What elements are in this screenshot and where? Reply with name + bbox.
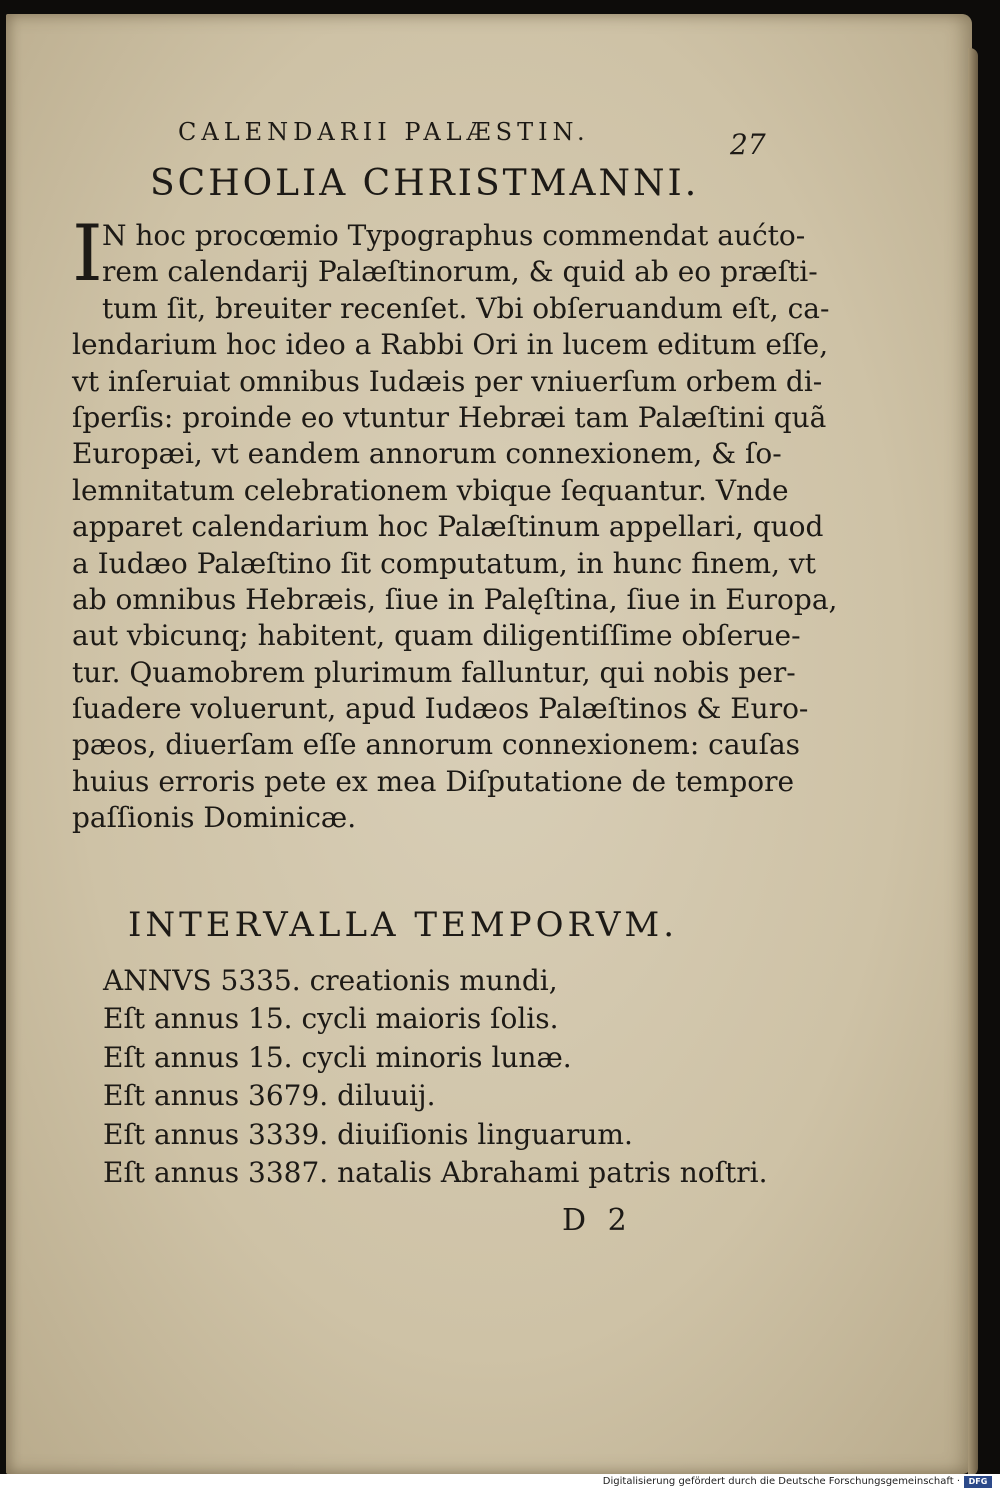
body-line: ſperſis: proinde eo vtuntur Hebræi tam Palæſtini quã: [72, 400, 827, 434]
dfg-logo-icon: DFG: [964, 1476, 992, 1488]
interval-line: Eſt annus 3679. diluuij.: [103, 1079, 436, 1113]
body-line: pæos, diuerſam eſſe annorum connexionem: cauſas: [72, 728, 800, 762]
running-head: CALENDARII PALÆSTIN.: [178, 118, 590, 146]
body-line: tum ſit, breuiter recenſet. Vbi obſeruandum eſt, ca-: [102, 291, 830, 325]
body-line: Europæi, vt eandem annorum connexionem, & ſo-: [72, 437, 782, 471]
body-line: tur. Quamobrem plurimum falluntur, qui nobis per-: [72, 655, 796, 689]
page-number: 27: [730, 128, 766, 161]
subheading: INTERVALLA TEMPORVM.: [128, 905, 679, 945]
interval-line: Eſt annus 3387. natalis Abrahami patris noſtri.: [103, 1155, 768, 1189]
body-line: rem calendarij Palæſtinorum, & quid ab eo præſti-: [102, 255, 818, 289]
interval-line: Eſt annus 3339. diuiſionis linguarum.: [103, 1117, 633, 1151]
footer-credit: Digitalisierung gefördert durch die Deutsche Forschungsgemeinschaft ·: [602, 1476, 960, 1487]
body-line: ſuadere voluerunt, apud Iudæos Palæſtinos & Euro-: [72, 692, 809, 726]
footer-bar: [0, 1474, 1000, 1490]
body-line: a Iudæo Palæſtino ſit computatum, in hunc finem, vt: [72, 546, 816, 580]
section-title: SCHOLIA CHRISTMANNI.: [150, 163, 700, 204]
body-line: lemnitatum celebrationem vbique ſequantur. Vnde: [72, 473, 789, 507]
interval-line: ANNVS 5335. creationis mundi,: [103, 964, 558, 997]
body-line: N hoc procœmio Typographus commendat aućto-: [102, 219, 806, 252]
signature-mark: D 2: [562, 1203, 633, 1238]
interval-line: Eſt annus 15. cycli maioris ſolis.: [103, 1002, 559, 1036]
body-text: [72, 209, 838, 837]
intervals-list: [103, 962, 768, 1192]
drop-cap: I: [72, 209, 103, 299]
body-line: vt inſeruiat omnibus Iudæis per vniuerſum orbem di-: [72, 364, 823, 398]
body-line: aut vbicunq; habitent, quam diligentiſſime obſerue-: [72, 619, 801, 653]
body-line: huius erroris pete ex mea Diſputatione de tempore: [72, 764, 795, 798]
interval-line: Eſt annus 15. cycli minoris lunæ.: [103, 1040, 572, 1074]
body-line: lendarium hoc ideo a Rabbi Ori in lucem editum eſſe,: [72, 328, 829, 362]
body-line: apparet calendarium hoc Palæſtinum appellari, quod: [72, 510, 824, 544]
body-line: ab omnibus Hebræis, ſiue in Palęſtina, ſiue in Europa,: [72, 582, 838, 616]
body-line: paſſionis Dominicæ.: [72, 801, 357, 835]
page-edge: [968, 48, 978, 1476]
